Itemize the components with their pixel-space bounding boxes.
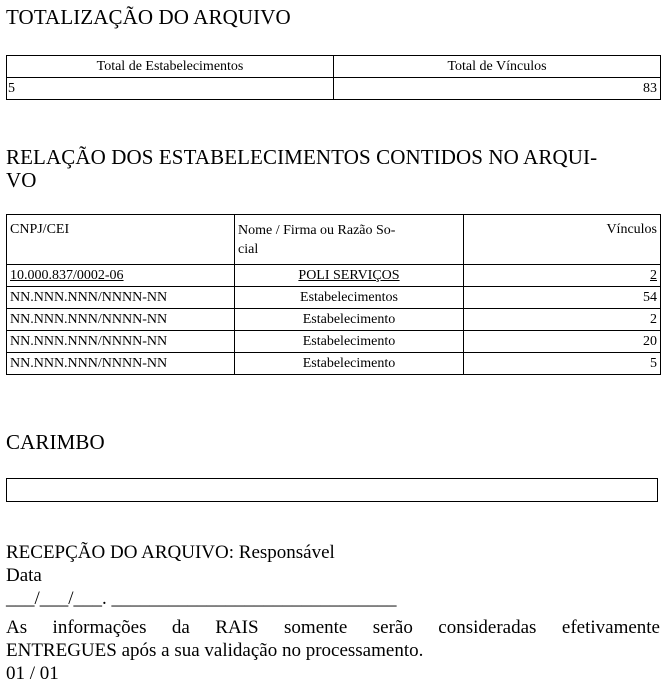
recepcao-notice-line1: As informações da RAIS somente serão consideradas efetivamente [6,617,660,638]
total-estabelecimentos-value: 5 [7,78,334,100]
nome-cell: Estabelecimento [235,331,464,353]
table-row [7,287,661,309]
total-vinculos-value: 83 [334,78,661,100]
vinculos-cell: 20 [464,331,661,353]
table-row [7,353,661,375]
cnpj-cell: NN.NNN.NNN/NNNN-NN [7,309,235,331]
nome-cell: Estabelecimento [235,309,464,331]
table-row [7,265,661,287]
vinculos-cell: 54 [464,287,661,309]
table-row [7,309,661,331]
relacao-title-line1: RELAÇÃO DOS ESTABELECIMENTOS CONTIDOS NO ARQUI- [6,145,598,169]
vinculos-cell: 2 [464,309,661,331]
carimbo-title: CARIMBO [6,430,105,454]
relacao-table [6,214,661,375]
nome-header [235,215,464,265]
nome-header-line1: Nome / Firma ou Razão So- [238,223,396,238]
totalizacao-title: TOTALIZAÇÃO DO ARQUIVO [6,5,291,29]
page-number: 01 / 01 [6,663,59,684]
recepcao-responsavel-line: RECEPÇÃO DO ARQUIVO: Responsável [6,542,335,563]
cnpj-cell: NN.NNN.NNN/NNNN-NN [7,353,235,375]
total-estabelecimentos-header: Total de Estabelecimentos [7,56,334,78]
vinculos-header: Vínculos [464,215,661,265]
cnpj-cell: 10.000.837/0002-06 [7,265,235,287]
vinculos-cell: 5 [464,353,661,375]
relacao-title-line2: VO [6,168,37,192]
nome-cell: Estabelecimento [235,353,464,375]
cnpj-header: CNPJ/CEI [7,215,235,265]
carimbo-box [6,478,658,502]
nome-cell: POLI SERVIÇOS [235,265,464,287]
cnpj-cell: NN.NNN.NNN/NNNN-NN [7,287,235,309]
table-row [7,331,661,353]
nome-header-line2: cial [238,242,259,257]
cnpj-cell: NN.NNN.NNN/NNNN-NN [7,331,235,353]
totalizacao-table [6,55,661,100]
total-vinculos-header: Total de Vínculos [334,56,661,78]
nome-cell: Estabelecimentos [235,287,464,309]
recepcao-date-signature-line: ___/___/___. ______________________________ [6,588,397,609]
vinculos-cell: 2 [464,265,661,287]
recepcao-data-label: Data [6,565,42,586]
recepcao-notice-line2: ENTREGUES após a sua validação no processamento. [6,640,424,661]
